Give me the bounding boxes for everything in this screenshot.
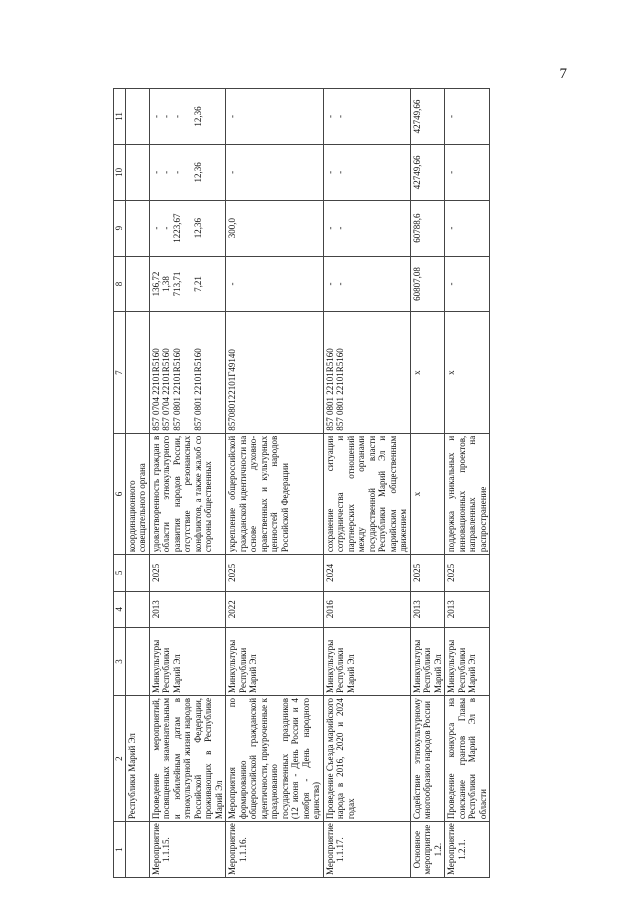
- table-row: [149, 89, 226, 878]
- row-col11-line: -: [161, 114, 171, 118]
- row-col8: [323, 256, 410, 312]
- row-start-year: 2016: [323, 591, 410, 627]
- row-start-year: 2022: [226, 591, 324, 627]
- table-row: [410, 89, 445, 878]
- col-header: 5: [114, 555, 126, 591]
- row-id: Основное мероприятие 1.2.: [410, 822, 445, 878]
- row-col11-line: 42749,66: [411, 99, 422, 134]
- row-col10-line: 42749,66: [411, 155, 422, 190]
- row-col9-line: [182, 203, 193, 254]
- continuation-row: [125, 89, 149, 878]
- row-col10-line: [182, 147, 193, 198]
- row-col9-line: 12,36: [192, 218, 203, 239]
- row-col10: [226, 144, 324, 200]
- row-kbk-line: 857 0801 22101R5160: [335, 348, 345, 431]
- row-kbk-line: 857 0801 22101R5160: [324, 348, 335, 431]
- col-header: 7: [114, 312, 126, 433]
- continuation-name: Республики Марий Эл: [125, 695, 149, 821]
- row-col9-line: -: [446, 226, 456, 230]
- row-col9: [226, 200, 324, 256]
- row-kbk-line: 857 0801 22101R5160: [171, 348, 182, 431]
- row-col11-line: [182, 91, 193, 142]
- table-row: [226, 89, 324, 878]
- col-header: 10: [114, 144, 126, 200]
- row-col8: [226, 256, 324, 312]
- row-col10: [445, 144, 490, 200]
- row-col9: [149, 200, 226, 256]
- row-col9-line: -: [150, 226, 161, 230]
- row-end-year: 2025: [149, 555, 226, 591]
- row-col10-line: -: [446, 170, 456, 174]
- row-col8-line: 713,71: [171, 271, 182, 297]
- row-col10: [323, 144, 410, 200]
- row-kbk: [226, 312, 324, 433]
- row-col9-line: 1223,67: [171, 213, 182, 243]
- row-goal: укрепление общероссийской гражданской идентичности на основе духовно-нравственных и культурных ценностей народов Российской Федерации: [226, 433, 324, 554]
- row-col9-line: -: [335, 226, 345, 230]
- table-row: [445, 89, 490, 878]
- column-number-row: [114, 89, 126, 878]
- row-col8-line: -: [446, 282, 456, 286]
- row-col8-line: 1,38: [161, 276, 171, 292]
- row-id: Мероприятие 1.1.15.: [149, 822, 226, 878]
- row-kbk-line: 857 0704 22101R5160: [150, 348, 161, 431]
- row-col8-line: 7,21: [192, 276, 203, 292]
- row-col10-line: -: [324, 170, 335, 174]
- row-kbk-line: 857080122101Г49140: [227, 349, 237, 431]
- row-end-year: 2025: [410, 555, 445, 591]
- row-col11-line: -: [227, 114, 237, 118]
- row-col8-line: 136,72: [150, 271, 161, 297]
- row-col11-line: -: [324, 114, 335, 118]
- row-col10-line: -: [171, 170, 182, 174]
- row-col10: [149, 144, 226, 200]
- col-header: 4: [114, 591, 126, 627]
- row-kbk: [323, 312, 410, 433]
- col-header: 8: [114, 256, 126, 312]
- row-col11-line: -: [171, 114, 182, 118]
- row-name: Проведение мероприятий, посвященных знаменательным и юбилейным датам в этнокультурной жизни народов Российской Федерации, проживающих в Республике Марий Эл: [149, 695, 226, 821]
- row-col11: [226, 89, 324, 145]
- row-goal: удовлетворенность граждан в области этнокультурного развития народов России, отсутствие резонансных конфликтов, а также жалоб со стороны общественных: [149, 433, 226, 554]
- row-org: Минкультуры Республики Марий Эл: [149, 627, 226, 695]
- row-kbk: [445, 312, 490, 433]
- col-header: 9: [114, 200, 126, 256]
- row-name: Проведение Съезда марийского народа в 2016, 2020 и 2024 годах: [323, 695, 410, 821]
- row-col8: [410, 256, 445, 312]
- row-name: Содействие этнокультурному многообразию народов России: [410, 695, 445, 821]
- row-start-year: 2013: [149, 591, 226, 627]
- row-start-year: 2013: [445, 591, 490, 627]
- row-col8-line: 60807,08: [411, 267, 422, 301]
- col-header: 11: [114, 89, 126, 145]
- row-end-year: 2024: [323, 555, 410, 591]
- row-start-year: 2013: [410, 591, 445, 627]
- row-kbk-line: х: [446, 370, 456, 375]
- row-kbk: [149, 312, 226, 433]
- row-kbk-line: [182, 314, 193, 430]
- row-name: Мероприятия по формированию общероссийской гражданской идентичности, приуроченные к празднованию государственных праздников (12 июня - День России и 4 ноября - День народного единства): [226, 695, 324, 821]
- row-kbk: [410, 312, 445, 433]
- program-table: [113, 88, 490, 878]
- row-org: Минкультуры Республики Марий Эл: [323, 627, 410, 695]
- row-col8: [149, 256, 226, 312]
- row-name: Проведение конкурса на соискание грантов Главы Республики Марий Эл в области: [445, 695, 490, 821]
- page-number: 7: [559, 66, 567, 82]
- row-end-year: 2025: [226, 555, 324, 591]
- row-col11: [323, 89, 410, 145]
- row-col8-line: -: [324, 282, 335, 286]
- col-header: 1: [114, 822, 126, 878]
- row-goal: сохранение ситуации сотрудничества и партнерских отношений между органами государственной власти Республики Марий Эл и марийским общественным движением: [323, 433, 410, 554]
- row-col11-line: 12,36: [192, 106, 203, 127]
- row-col9-line: 300,0: [227, 218, 237, 239]
- row-id: Мероприятие 1.2.1.: [445, 822, 490, 878]
- row-col10-line: -: [150, 170, 161, 174]
- col-header: 2: [114, 695, 126, 821]
- row-col11-line: -: [150, 114, 161, 118]
- row-col9: [410, 200, 445, 256]
- row-id: Мероприятие 1.1.16.: [226, 822, 324, 878]
- row-end-year: 2025: [445, 555, 490, 591]
- row-col8: [445, 256, 490, 312]
- rotated-table-sheet: [113, 88, 525, 878]
- row-org: Минкультуры Республики Марий Эл: [226, 627, 324, 695]
- row-col9-line: 60788,6: [411, 213, 422, 243]
- row-col10-line: -: [335, 170, 345, 174]
- row-col9-line: -: [324, 226, 335, 230]
- row-col8-line: -: [227, 282, 237, 286]
- table-row: [323, 89, 410, 878]
- row-kbk-line: 857 0704 22101R5160: [161, 348, 171, 431]
- row-col10-line: -: [227, 170, 237, 174]
- row-col10-line: 12,36: [192, 162, 203, 183]
- row-org: Минкультуры Республики Марий Эл: [410, 627, 445, 695]
- row-col10-line: -: [161, 170, 171, 174]
- row-col11: [445, 89, 490, 145]
- col-header: 6: [114, 433, 126, 554]
- continuation-goal: координационного совещательного органа: [125, 433, 149, 554]
- row-col9-line: -: [161, 226, 171, 230]
- row-col9: [445, 200, 490, 256]
- row-col11-line: -: [335, 114, 345, 118]
- row-col10: [410, 144, 445, 200]
- row-org: Минкультуры Республики Марий Эл: [445, 627, 490, 695]
- col-header: 3: [114, 627, 126, 695]
- row-col8-line: -: [335, 282, 345, 286]
- row-goal: поддержка уникальных и инновационных проектов, направленных на распространение: [445, 433, 490, 554]
- row-col11: [410, 89, 445, 145]
- row-col11: [149, 89, 226, 145]
- row-kbk-line: 857 0801 22101R5160: [192, 348, 203, 431]
- row-id: Мероприятие 1.1.17.: [323, 822, 410, 878]
- row-col11-line: -: [446, 114, 456, 118]
- row-goal: х: [410, 433, 445, 554]
- row-col8-line: [182, 259, 193, 310]
- row-col9: [323, 200, 410, 256]
- row-kbk-line: х: [411, 370, 422, 375]
